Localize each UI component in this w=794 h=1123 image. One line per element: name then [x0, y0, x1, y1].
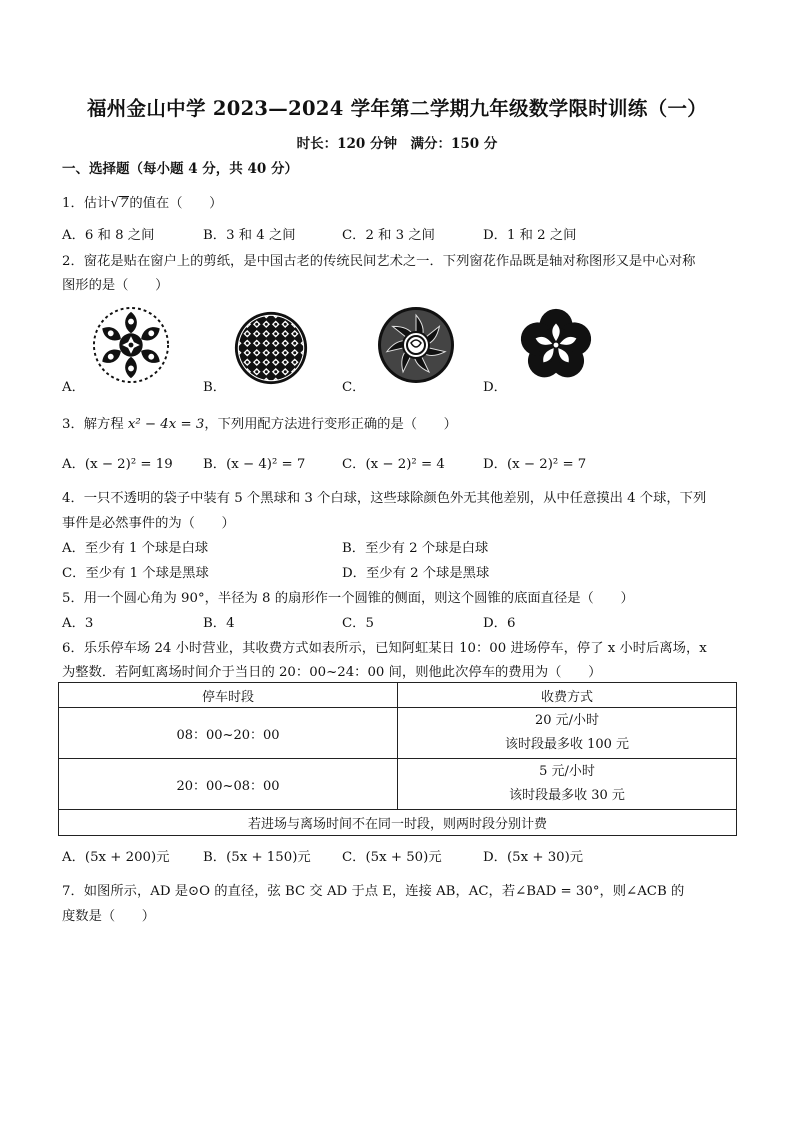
plum-blossom-d-icon[interactable] — [516, 306, 596, 384]
lattice-circle-b-icon[interactable] — [233, 310, 309, 386]
q2-line-2: 图形的是（ ） — [62, 278, 169, 293]
q7-line-2: 度数是（ ） — [62, 909, 156, 924]
q2-label-b: B． — [203, 380, 227, 395]
table-cell-rate — [398, 708, 737, 759]
q2-label-d: D． — [483, 380, 507, 395]
q3-suffix: ，下列用配方法进行变形正确的是（ ） — [204, 417, 457, 432]
q3-option-d[interactable]: D．(x − 2)² = 7 — [483, 457, 587, 472]
q5-option-c[interactable]: C．5 — [342, 616, 374, 631]
table-row — [59, 708, 737, 759]
rate-line: 20 元/小时 — [534, 713, 600, 728]
fee-table — [58, 682, 737, 836]
q4-line-2: 事件是必然事件的为（ ） — [62, 516, 235, 531]
q5-option-d[interactable]: D．6 — [483, 616, 516, 631]
q6-line-2: 为整数．若阿虹离场时间介于当日的 20：00~24：00 间，则他此次停车的费用为（ ） — [62, 665, 602, 680]
q3-prefix: 3．解方程 — [62, 417, 128, 432]
question-3 — [62, 413, 457, 432]
q4-option-a[interactable]: A．至少有 1 个球是白球 — [62, 541, 209, 556]
q3-option-c[interactable]: C．(x − 2)² = 4 — [342, 457, 445, 472]
q2-label-a: A． — [62, 380, 85, 395]
q6-option-a[interactable]: A．(5x + 200)元 — [62, 850, 170, 865]
table-row — [59, 759, 737, 810]
table-footer-row — [59, 810, 737, 836]
table-header-row — [59, 683, 737, 708]
q4-option-d[interactable]: D．至少有 2 个球是黑球 — [342, 566, 490, 581]
question-1: 1．估计√7的值在（ ） — [62, 196, 223, 211]
q2-label-c: C． — [342, 380, 366, 395]
q4-option-c[interactable]: C．至少有 1 个球是黑球 — [62, 566, 209, 581]
q5-option-b[interactable]: B．4 — [203, 616, 235, 631]
q6-option-c[interactable]: C．(5x + 50)元 — [342, 850, 442, 865]
q3-equation: x² − 4x = 3 — [127, 417, 205, 432]
q2-line-1: 2．窗花是贴在窗户上的剪纸，是中国古老的传统民间艺术之一．下列窗花作品既是轴对称图形又是中心对称 — [62, 254, 696, 269]
cap-line: 该时段最多收 30 元 — [509, 788, 625, 803]
table-cell-rate — [398, 759, 737, 810]
q1-option-d[interactable]: D．1 和 2 之间 — [483, 228, 577, 243]
table-header-rate: 收费方式 — [398, 683, 737, 708]
cap-line: 该时段最多收 100 元 — [504, 737, 630, 752]
q1-prefix: 1．估计 — [62, 196, 111, 211]
table-header-period: 停车时段 — [59, 683, 398, 708]
q4-line-1: 4．一只不透明的袋子中装有 5 个黑球和 3 个白球，这些球除颜色外无其他差别，从中任意摸出 4 个球，下列 — [62, 491, 707, 506]
q1-option-c[interactable]: C．2 和 3 之间 — [342, 228, 435, 243]
q6-option-b[interactable]: B．(5x + 150)元 — [203, 850, 311, 865]
q1-suffix: 的值在（ ） — [129, 196, 223, 211]
rate-line: 5 元/小时 — [539, 764, 595, 779]
table-cell-period: 20：00~08：00 — [59, 759, 398, 810]
q4-option-b[interactable]: B．至少有 2 个球是白球 — [342, 541, 489, 556]
flower-papercut-a-icon[interactable] — [92, 306, 170, 384]
page-title: 福州金山中学 2023—2024 学年第二学期九年级数学限时训练（一） — [86, 97, 708, 120]
question-5: 5．用一个圆心角为 90°，半径为 8 的扇形作一个圆锥的侧面，则这个圆锥的底面直径是（ ） — [62, 591, 634, 606]
exam-info: 时长：120 分钟 满分：150 分 — [296, 136, 498, 152]
q1-option-b[interactable]: B．3 和 4 之间 — [203, 228, 296, 243]
table-cell-period: 08：00~20：00 — [59, 708, 398, 759]
q1-option-a[interactable]: A．6 和 8 之间 — [62, 228, 155, 243]
section-heading: 一、选择题（每小题 4 分，共 40 分） — [62, 161, 298, 177]
q6-option-d[interactable]: D．(5x + 30)元 — [483, 850, 584, 865]
q3-option-a[interactable]: A．(x − 2)² = 19 — [62, 457, 173, 472]
q5-option-a[interactable]: A．3 — [62, 616, 94, 631]
pinwheel-circle-c-icon[interactable] — [376, 305, 456, 385]
q3-option-b[interactable]: B．(x − 4)² = 7 — [203, 457, 306, 472]
q1-radicand: 7 — [119, 196, 129, 211]
table-footer-note: 若进场与离场时间不在同一时段，则两时段分别计费 — [59, 810, 737, 836]
q7-line-1: 7．如图所示，AD 是⊙O 的直径，弦 BC 交 AD 于点 E，连接 AB，AC，若∠BAD = 30°，则∠ACB 的 — [62, 884, 685, 899]
q6-line-1: 6．乐乐停车场 24 小时营业，其收费方式如表所示，已知阿虹某日 10：00 进场停车，停了 x 小时后离场，x — [62, 641, 707, 656]
